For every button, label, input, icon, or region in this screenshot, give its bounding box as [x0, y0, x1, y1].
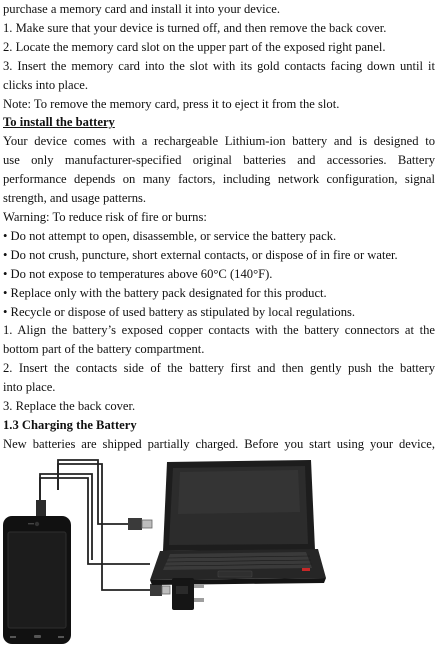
micro-usb-plug [36, 500, 46, 516]
document-page [3, 0, 435, 454]
section-heading: 1.3 Charging the Battery [3, 417, 137, 432]
usb-plug-icon [128, 518, 152, 530]
bullet-item: • Do not crush, puncture, short external contacts, or dispose of in fire or water. [3, 247, 398, 262]
text-line: 2. Locate the memory card slot on the upper part of the exposed right panel. [3, 39, 386, 54]
bullet-item: • Do not attempt to open, disassemble, or service the battery pack. [3, 228, 337, 243]
phone-image [3, 516, 71, 644]
bullet-item: • Recycle or dispose of used battery as stipulated by local regulations. [3, 304, 356, 319]
usb-plug-icon [150, 584, 170, 596]
paragraph-line: use only manufacturer-specified original batteries and accessories. Battery [3, 153, 435, 168]
paragraph-line: performance depends on many factors, including network configuration, signal [3, 172, 435, 187]
step-line: 2. Insert the contacts side of the battery first and then gently push the battery [3, 361, 435, 376]
step-line: bottom part of the battery compartment. [3, 342, 205, 357]
step-line: 1. Align the battery’s exposed copper contacts with the battery connectors at the [3, 323, 435, 338]
section-heading: To install the battery [3, 115, 115, 130]
step-line: 3. Replace the back cover. [3, 399, 136, 414]
bullet-item: • Do not expose to temperatures above 60°C (140°F). [3, 266, 273, 281]
warning-line: Warning: To reduce risk of fire or burns: [3, 209, 207, 224]
laptop-image [150, 460, 326, 585]
paragraph-line: New batteries are shipped partially charged. Before you start using your device, [3, 436, 435, 451]
paragraph-line: strength, and usage patterns. [3, 191, 147, 206]
text-line: purchase a memory card and install it into your device. [3, 2, 280, 16]
charging-figure [0, 452, 437, 648]
step-line: into place. [3, 380, 56, 395]
text-line: clicks into place. [3, 77, 88, 92]
bullet-item: • Replace only with the battery pack designated for this product. [3, 285, 327, 300]
paragraph-line: Your device comes with a rechargeable Lithium-ion battery and is designed to [3, 134, 435, 149]
text-line: 1. Make sure that your device is turned off, and then remove the back cover. [3, 20, 387, 35]
note-line: Note: To remove the memory card, press it to eject it from the slot. [3, 96, 340, 111]
text-line: 3. Insert the memory card into the slot with its gold contacts facing down until it [3, 58, 435, 73]
